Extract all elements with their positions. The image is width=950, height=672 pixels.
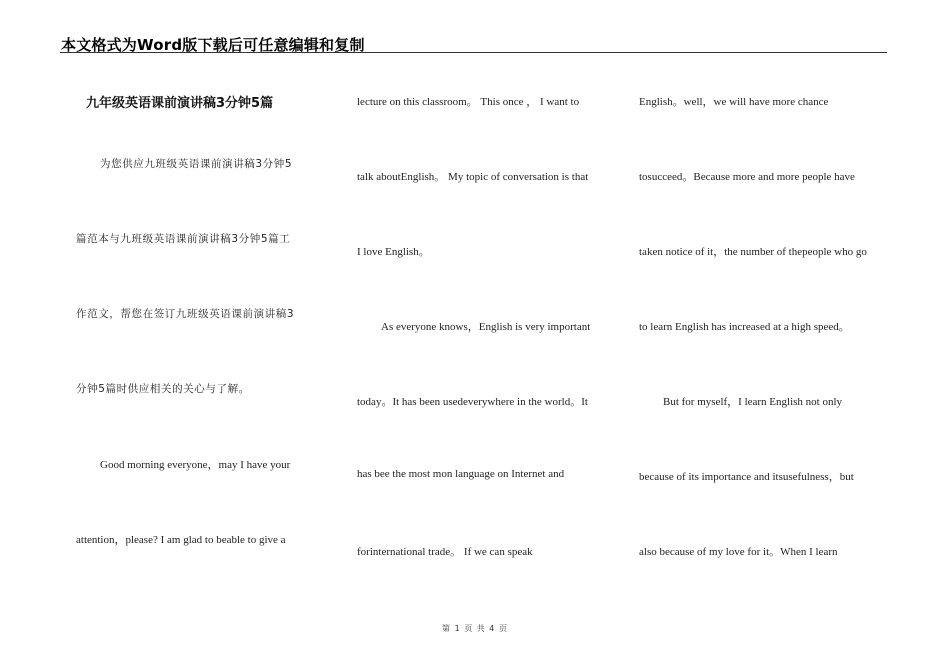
paragraph-line: 篇范本与九班级英语课前演讲稿3分钟5篇工 bbox=[76, 233, 291, 245]
document-header: 本文格式为Word版下载后可任意编辑和复制 bbox=[61, 36, 365, 54]
paragraph-line: forinternational trade。 If we can speak bbox=[357, 546, 533, 558]
paragraph-line: because of its importance and itsusefulness，but bbox=[639, 471, 854, 483]
paragraph-line: 分钟5篇时供应相关的关心与了解。 bbox=[76, 383, 250, 395]
paragraph-line: attention，please? I am glad to beable to give a bbox=[76, 534, 286, 546]
paragraph-line: to learn English has increased at a high speed。 bbox=[639, 321, 850, 333]
paragraph-line: lecture on this classroom。 This once ， I want to bbox=[357, 96, 580, 108]
paragraph-line: 作范文，帮您在签订九班级英语课前演讲稿3 bbox=[76, 308, 295, 320]
paragraph-line: As everyone knows，English is very important bbox=[381, 321, 591, 333]
paragraph-line: 为您供应九班级英语课前演讲稿3分钟5 bbox=[100, 158, 293, 170]
header-divider bbox=[60, 52, 887, 53]
paragraph-line: Good morning everyone，may I have your bbox=[100, 459, 291, 471]
paragraph-line: taken notice of it，the number of thepeople who go bbox=[639, 246, 867, 258]
paragraph-line: English。well，we will have more chance bbox=[639, 96, 829, 108]
paragraph-line: talk aboutEnglish。 My topic of conversation is that bbox=[357, 171, 589, 183]
paragraph-line: I love English。 bbox=[357, 246, 430, 258]
paragraph-line: today。It has been usedeverywhere in the world。It bbox=[357, 396, 588, 408]
paragraph-line: But for myself，I learn English not only bbox=[663, 396, 843, 408]
paragraph-line: tosucceed。Because more and more people have bbox=[639, 171, 855, 183]
paragraph-line: has bee the most mon language on Internet and bbox=[357, 468, 565, 480]
paragraph-line: also because of my love for it。When I learn bbox=[639, 546, 838, 558]
page-number-footer: 第 1 页 共 4 页 bbox=[442, 624, 508, 633]
article-title: 九年级英语课前演讲稿3分钟5篇 bbox=[86, 96, 274, 111]
